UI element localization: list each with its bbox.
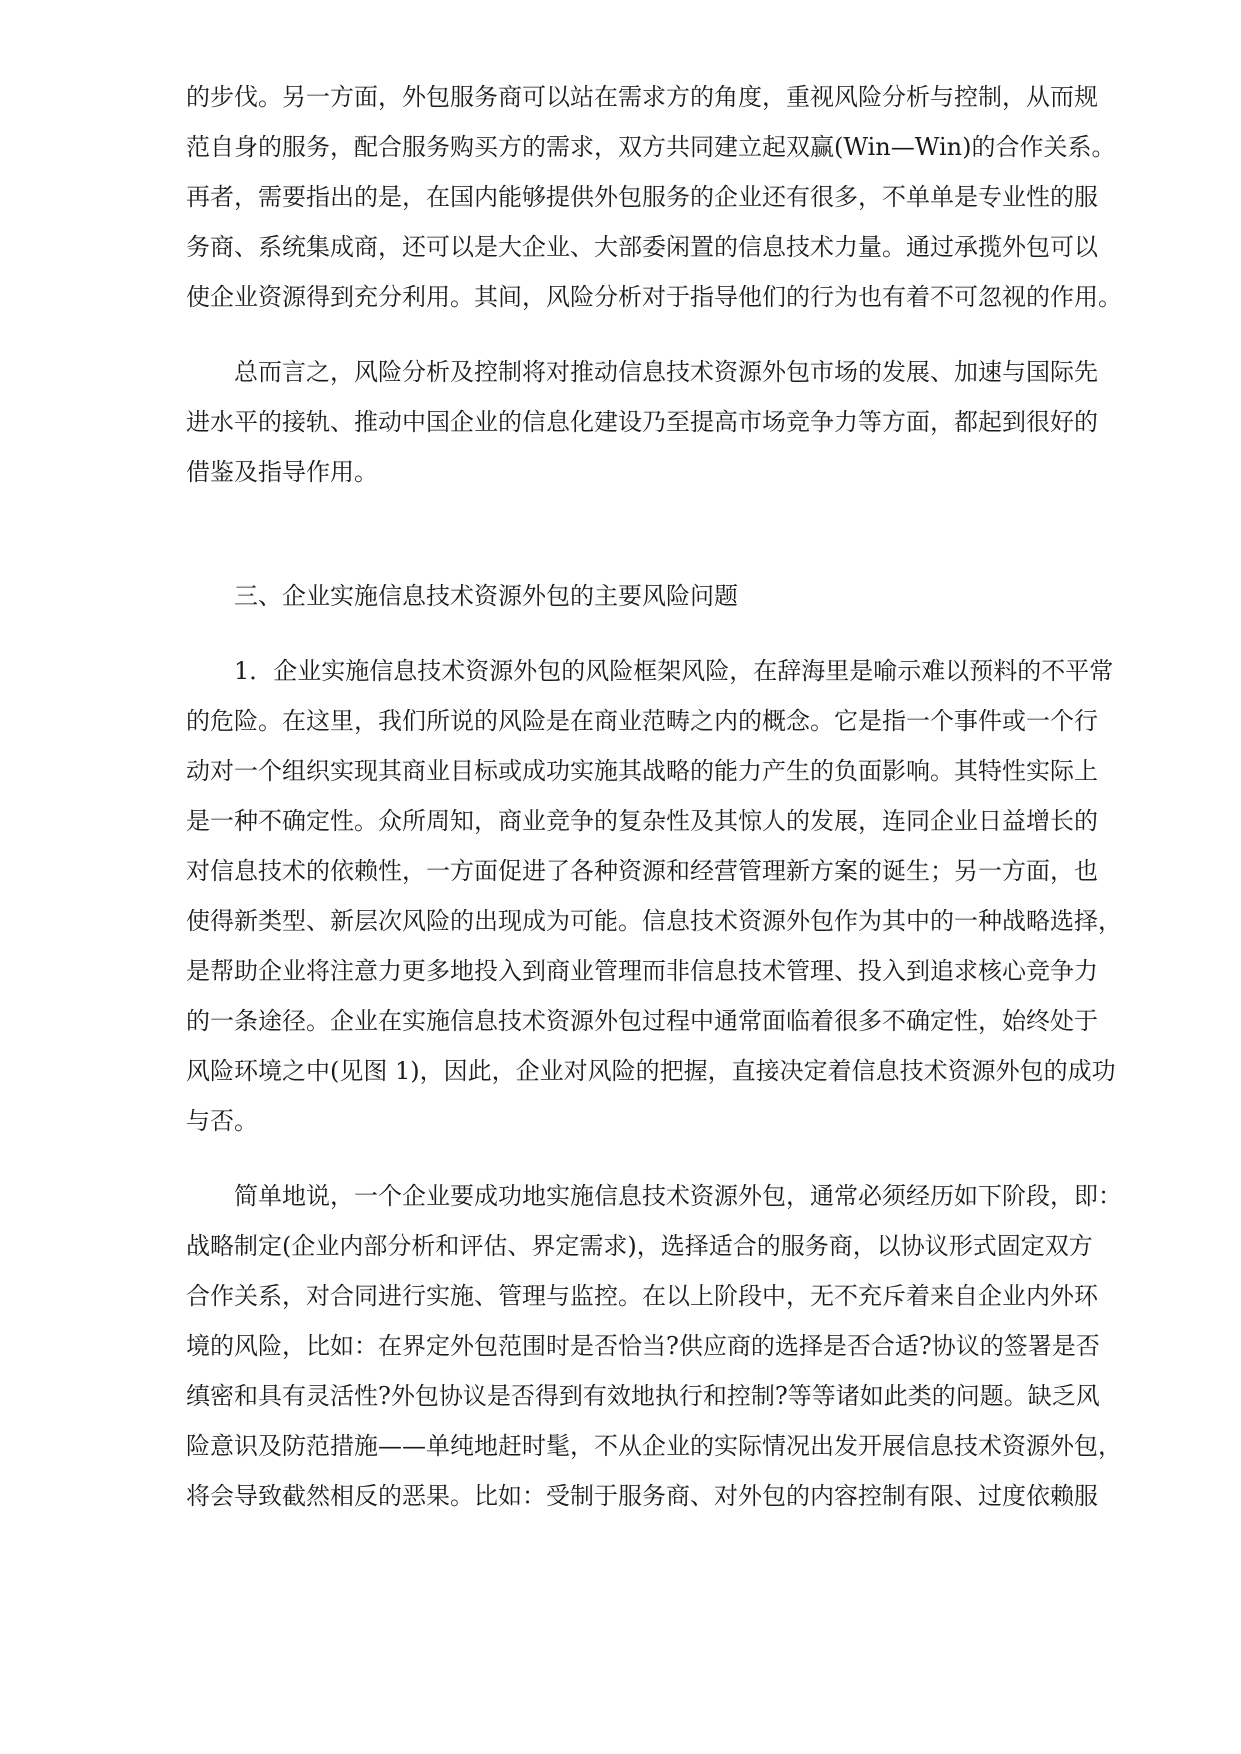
text-line: 动对一个组织实现其商业目标或成功实施其战略的能力产生的负面影响。其特性实际上 <box>186 757 1098 785</box>
paragraph-spacer <box>186 322 1136 347</box>
text-line: 进水平的接轨、推动中国企业的信息化建设乃至提高市场竞争力等方面，都起到很好的 <box>186 408 1098 436</box>
text-line: 的一条途径。企业在实施信息技术资源外包过程中通常面临着很多不确定性，始终处于 <box>186 1007 1098 1035</box>
text-line: 范自身的服务，配合服务购买方的需求，双方共同建立起双赢(Win—Win)的合作关系。 <box>186 133 1116 161</box>
paragraph-4 <box>186 1171 1136 1521</box>
section-heading <box>186 571 1136 621</box>
text-line: 对信息技术的依赖性，一方面促进了各种资源和经营管理新方案的诞生；另一方面，也 <box>186 857 1098 885</box>
text-line: 缜密和具有灵活性?外包协议是否得到有效地执行和控制?等等诸如此类的问题。缺乏风 <box>186 1382 1100 1410</box>
text-line: 使得新类型、新层次风险的出现成为可能。信息技术资源外包作为其中的一种战略选择， <box>186 907 1122 935</box>
text-line: 风险环境之中(见图 1)，因此，企业对风险的把握，直接决定着信息技术资源外包的成功 <box>186 1057 1116 1085</box>
text-line: 险意识及防范措施——单纯地赶时髦，不从企业的实际情况出发开展信息技术资源外包， <box>186 1432 1122 1460</box>
section-title: 三、企业实施信息技术资源外包的主要风险问题 <box>186 582 738 610</box>
text-line: 总而言之，风险分析及控制将对推动信息技术资源外包市场的发展、加速与国际先 <box>186 358 1098 386</box>
text-line: 使企业资源得到充分利用。其间，风险分析对于指导他们的行为也有着不可忽视的作用。 <box>186 283 1122 311</box>
paragraph-2 <box>186 347 1136 497</box>
text-line: 的步伐。另一方面，外包服务商可以站在需求方的角度，重视风险分析与控制，从而规 <box>186 83 1098 111</box>
paragraph-3 <box>186 646 1136 1146</box>
text-line: 再者，需要指出的是，在国内能够提供外包服务的企业还有很多，不单单是专业性的服 <box>186 183 1098 211</box>
text-line: 务商、系统集成商，还可以是大企业、大部委闲置的信息技术力量。通过承揽外包可以 <box>186 233 1098 261</box>
paragraph-1 <box>186 72 1136 322</box>
text-line: 1．企业实施信息技术资源外包的风险框架风险，在辞海里是喻示难以预料的不平常 <box>186 657 1114 685</box>
text-line: 与否。 <box>186 1107 258 1135</box>
text-line: 是一种不确定性。众所周知，商业竞争的复杂性及其惊人的发展，连同企业日益增长的 <box>186 807 1098 835</box>
document-page <box>186 72 1136 1521</box>
text-line: 将会导致截然相反的恶果。比如：受制于服务商、对外包的内容控制有限、过度依赖服 <box>186 1482 1098 1510</box>
text-line: 战略制定(企业内部分析和评估、界定需求)，选择适合的服务商，以协议形式固定双方 <box>186 1232 1093 1260</box>
text-line: 是帮助企业将注意力更多地投入到商业管理而非信息技术管理、投入到追求核心竞争力 <box>186 957 1098 985</box>
text-line: 借鉴及指导作用。 <box>186 458 378 486</box>
paragraph-spacer <box>186 497 1136 571</box>
paragraph-spacer <box>186 621 1136 646</box>
text-line: 简单地说，一个企业要成功地实施信息技术资源外包，通常必须经历如下阶段，即： <box>186 1182 1122 1210</box>
text-line: 的危险。在这里，我们所说的风险是在商业范畴之内的概念。它是指一个事件或一个行 <box>186 707 1098 735</box>
text-line: 合作关系，对合同进行实施、管理与监控。在以上阶段中，无不充斥着来自企业内外环 <box>186 1282 1098 1310</box>
paragraph-spacer <box>186 1146 1136 1171</box>
text-line: 境的风险，比如：在界定外包范围时是否恰当?供应商的选择是否合适?协议的签署是否 <box>186 1332 1100 1360</box>
